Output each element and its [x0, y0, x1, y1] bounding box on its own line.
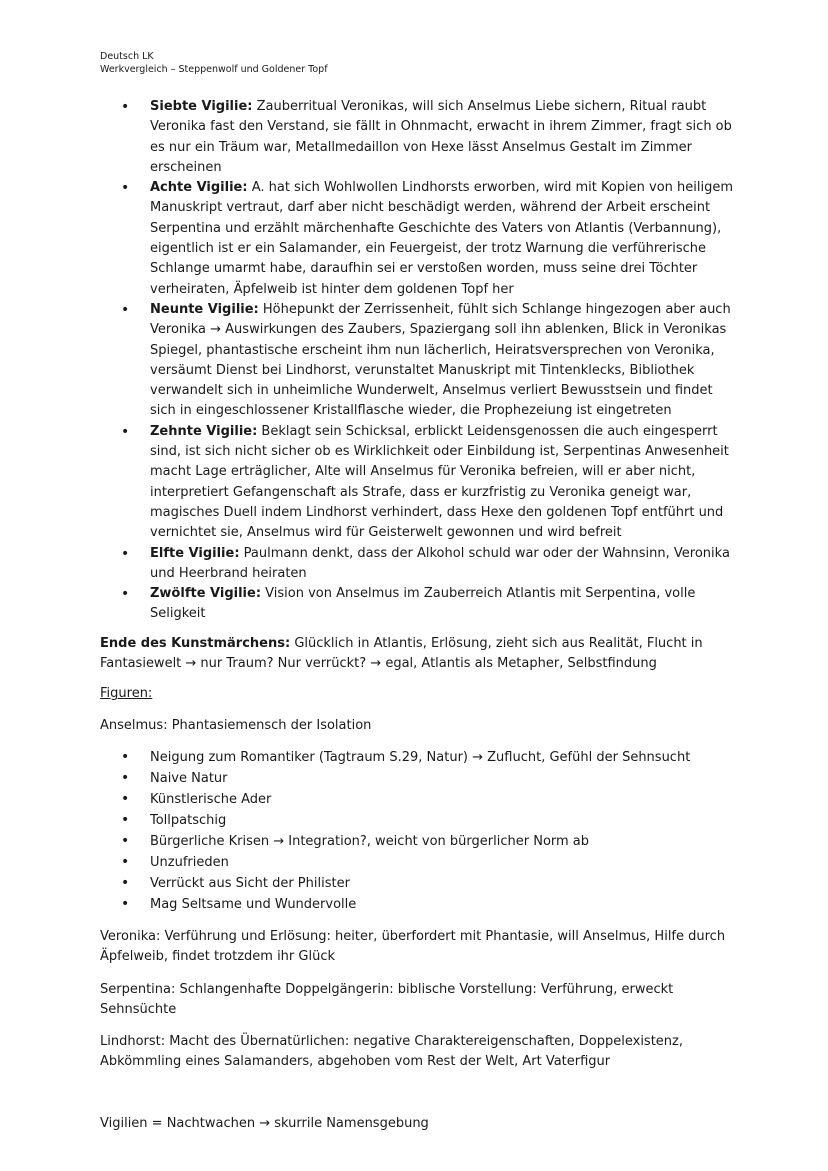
- ende-label: Ende des Kunstmärchens:: [100, 635, 291, 651]
- serpentina-paragraph: Serpentina: Schlangenhafte Doppelgängerin: biblische Vorstellung: Verführung, erweckt Sehnsüchte: [100, 981, 674, 1017]
- trait-text: Künstlerische Ader: [150, 791, 272, 807]
- trait-text: Tollpatschig: [150, 812, 227, 828]
- document-body: [100, 97, 740, 1134]
- bullet-icon: •: [121, 811, 130, 828]
- list-item: [100, 300, 740, 422]
- header-course: Deutsch LK: [100, 51, 154, 62]
- list-item: [100, 873, 740, 894]
- list-item: [100, 747, 740, 768]
- bullet-icon: •: [121, 99, 130, 115]
- vigilie-label: Neunte Vigilie:: [150, 301, 259, 317]
- bullet-icon: •: [121, 895, 130, 912]
- trait-text: Bürgerliche Krisen → Integration?, weicht von bürgerlicher Norm ab: [150, 833, 590, 849]
- bullet-icon: •: [121, 423, 130, 440]
- list-item: [100, 768, 740, 789]
- trait-text: Naive Natur: [150, 770, 228, 786]
- vigilien-list: [100, 97, 740, 625]
- lindhorst-paragraph: Lindhorst: Macht des Übernatürlichen: negative Charaktereigenschaften, Doppelexistenz, Abkömmling eines Salamanders, abgehoben vom Rest der Welt, Art Vaterfigur: [100, 1034, 684, 1070]
- trait-text: Unzufrieden: [150, 854, 229, 870]
- vigilie-text: A. hat sich Wohlwollen Lindhorsts erworben, wird mit Kopien von heiligem Manuskript vertraut, darf aber nicht beschädigt werden, während der Arbeit erscheint Serpentina und erzählt märchenhafte Geschichte des Vaters von Atlantis (Verbannung), eigentlich ist er ein Salamander, ein Feuergeist, der trotz Warnung die verführerische Schlange umarmt habe, daraufhin sei er verstoßen worden, muss seine drei Töchter verheiraten, Äpfelweib ist hinter dem goldenen Topf her: [150, 180, 734, 297]
- vigilie-text: Vision von Anselmus im Zauberreich Atlantis mit Serpentina, volle Seligkeit: [150, 586, 696, 622]
- vigilie-text: Beklagt sein Schicksal, erblickt Leidensgenossen die auch eingesperrt sind, ist sich nicht sicher ob es Wirklichkeit oder Einbildung ist, Serpentinas Anwesenheit macht Lage erträglicher, Alte will Anselmus für Veronika befreien, will er aber nicht, interpretiert Gefangenschaft als Strafe, dass er kurzfristig zu Veronika geneigt war, magisches Duell indem Lindhorst verhindert, dass Hexe den goldenen Topf entführt und vernichtet sie, Anselmus wird für Geisterwelt gewonnen und wird befreit: [150, 423, 729, 541]
- list-item: [100, 178, 740, 300]
- anselmus-traits-list: [100, 747, 740, 915]
- vigilie-label: Siebte Vigilie:: [150, 99, 253, 114]
- vigilie-text: Zauberritual Veronikas, will sich Anselmus Liebe sichern, Ritual raubt Veronika fast den Verstand, sie fällt in Ohnmacht, erwacht in ihrem Zimmer, fragt sich ob es nur ein Träum war, Metallmedaillon von Hexe lässt Anselmus Gestalt im Zimmer erscheinen: [150, 99, 732, 175]
- vigilie-label: Zwölfte Vigilie:: [150, 586, 262, 602]
- trait-text: Mag Seltsame und Wundervolle: [150, 896, 357, 912]
- bullet-icon: •: [121, 769, 130, 786]
- bullet-icon: •: [121, 790, 130, 807]
- vigilie-label: Elfte Vigilie:: [150, 545, 240, 561]
- veronika-paragraph: Veronika: Verführung und Erlösung: heiter, überfordert mit Phantasie, will Anselmus, Hilfe durch Äpfelweib, findet trotzdem ihr Glück: [100, 928, 726, 965]
- figuren-heading: Figuren:: [100, 686, 153, 702]
- vigilien-note: Vigilien = Nachtwachen → skurrile Namensgebung: [100, 1115, 429, 1131]
- bullet-icon: •: [121, 545, 130, 562]
- list-item: [100, 831, 740, 852]
- vigilie-label: Zehnte Vigilie:: [150, 423, 258, 439]
- list-item: [100, 97, 740, 178]
- ende-paragraph: [100, 634, 740, 675]
- list-item: [100, 810, 740, 831]
- bullet-icon: •: [121, 874, 130, 891]
- list-item: [100, 852, 740, 873]
- vigilie-label: Achte Vigilie:: [150, 180, 248, 196]
- header-subject: Werkvergleich – Steppenwolf und Goldener Topf: [100, 64, 328, 75]
- bullet-icon: •: [121, 853, 130, 870]
- page-header: [100, 50, 328, 76]
- vigilie-text: Paulmann denkt, dass der Alkohol schuld war oder der Wahnsinn, Veronika und Heerbrand heiraten: [150, 545, 730, 581]
- trait-text: Verrückt aus Sicht der Philister: [150, 875, 350, 891]
- bullet-icon: •: [121, 832, 130, 849]
- trait-text: Neigung zum Romantiker (Tagtraum S.29, Natur) → Zuflucht, Gefühl der Sehnsucht: [150, 749, 691, 765]
- bullet-icon: •: [121, 180, 130, 197]
- anselmus-heading: Anselmus: Phantasiemensch der Isolation: [100, 717, 372, 733]
- list-item: [100, 544, 740, 585]
- list-item: [100, 789, 740, 810]
- bullet-icon: •: [121, 301, 130, 318]
- list-item: [100, 584, 740, 625]
- ende-text: Glücklich in Atlantis, Erlösung, zieht sich aus Realität, Flucht in Fantasiewelt → nur Traum? Nur verrückt? → egal, Atlantis als Metapher, Selbstfindung: [100, 635, 703, 672]
- bullet-icon: •: [121, 586, 130, 603]
- bullet-icon: •: [121, 748, 130, 765]
- list-item: [100, 894, 740, 915]
- vigilie-text: Höhepunkt der Zerrissenheit, fühlt sich Schlange hingezogen aber auch Veronika → Auswirkungen des Zaubers, Spaziergang soll ihn ablenken, Blick in Veronikas Spiegel, phantastische erscheint ihm nun lächerlich, Heiratsversprechen von Veronika, versäumt Dienst bei Lindhorst, verunstaltet Manuskript mit Tintenklecks, Bibliothek verwandelt sich in unheimliche Wunderwelt, Anselmus verliert Bewusstsein und findet sich in eingeschlossener Kristallflasche wieder, die Prophezeiung ist eingetreten: [150, 301, 731, 419]
- list-item: [100, 422, 740, 544]
